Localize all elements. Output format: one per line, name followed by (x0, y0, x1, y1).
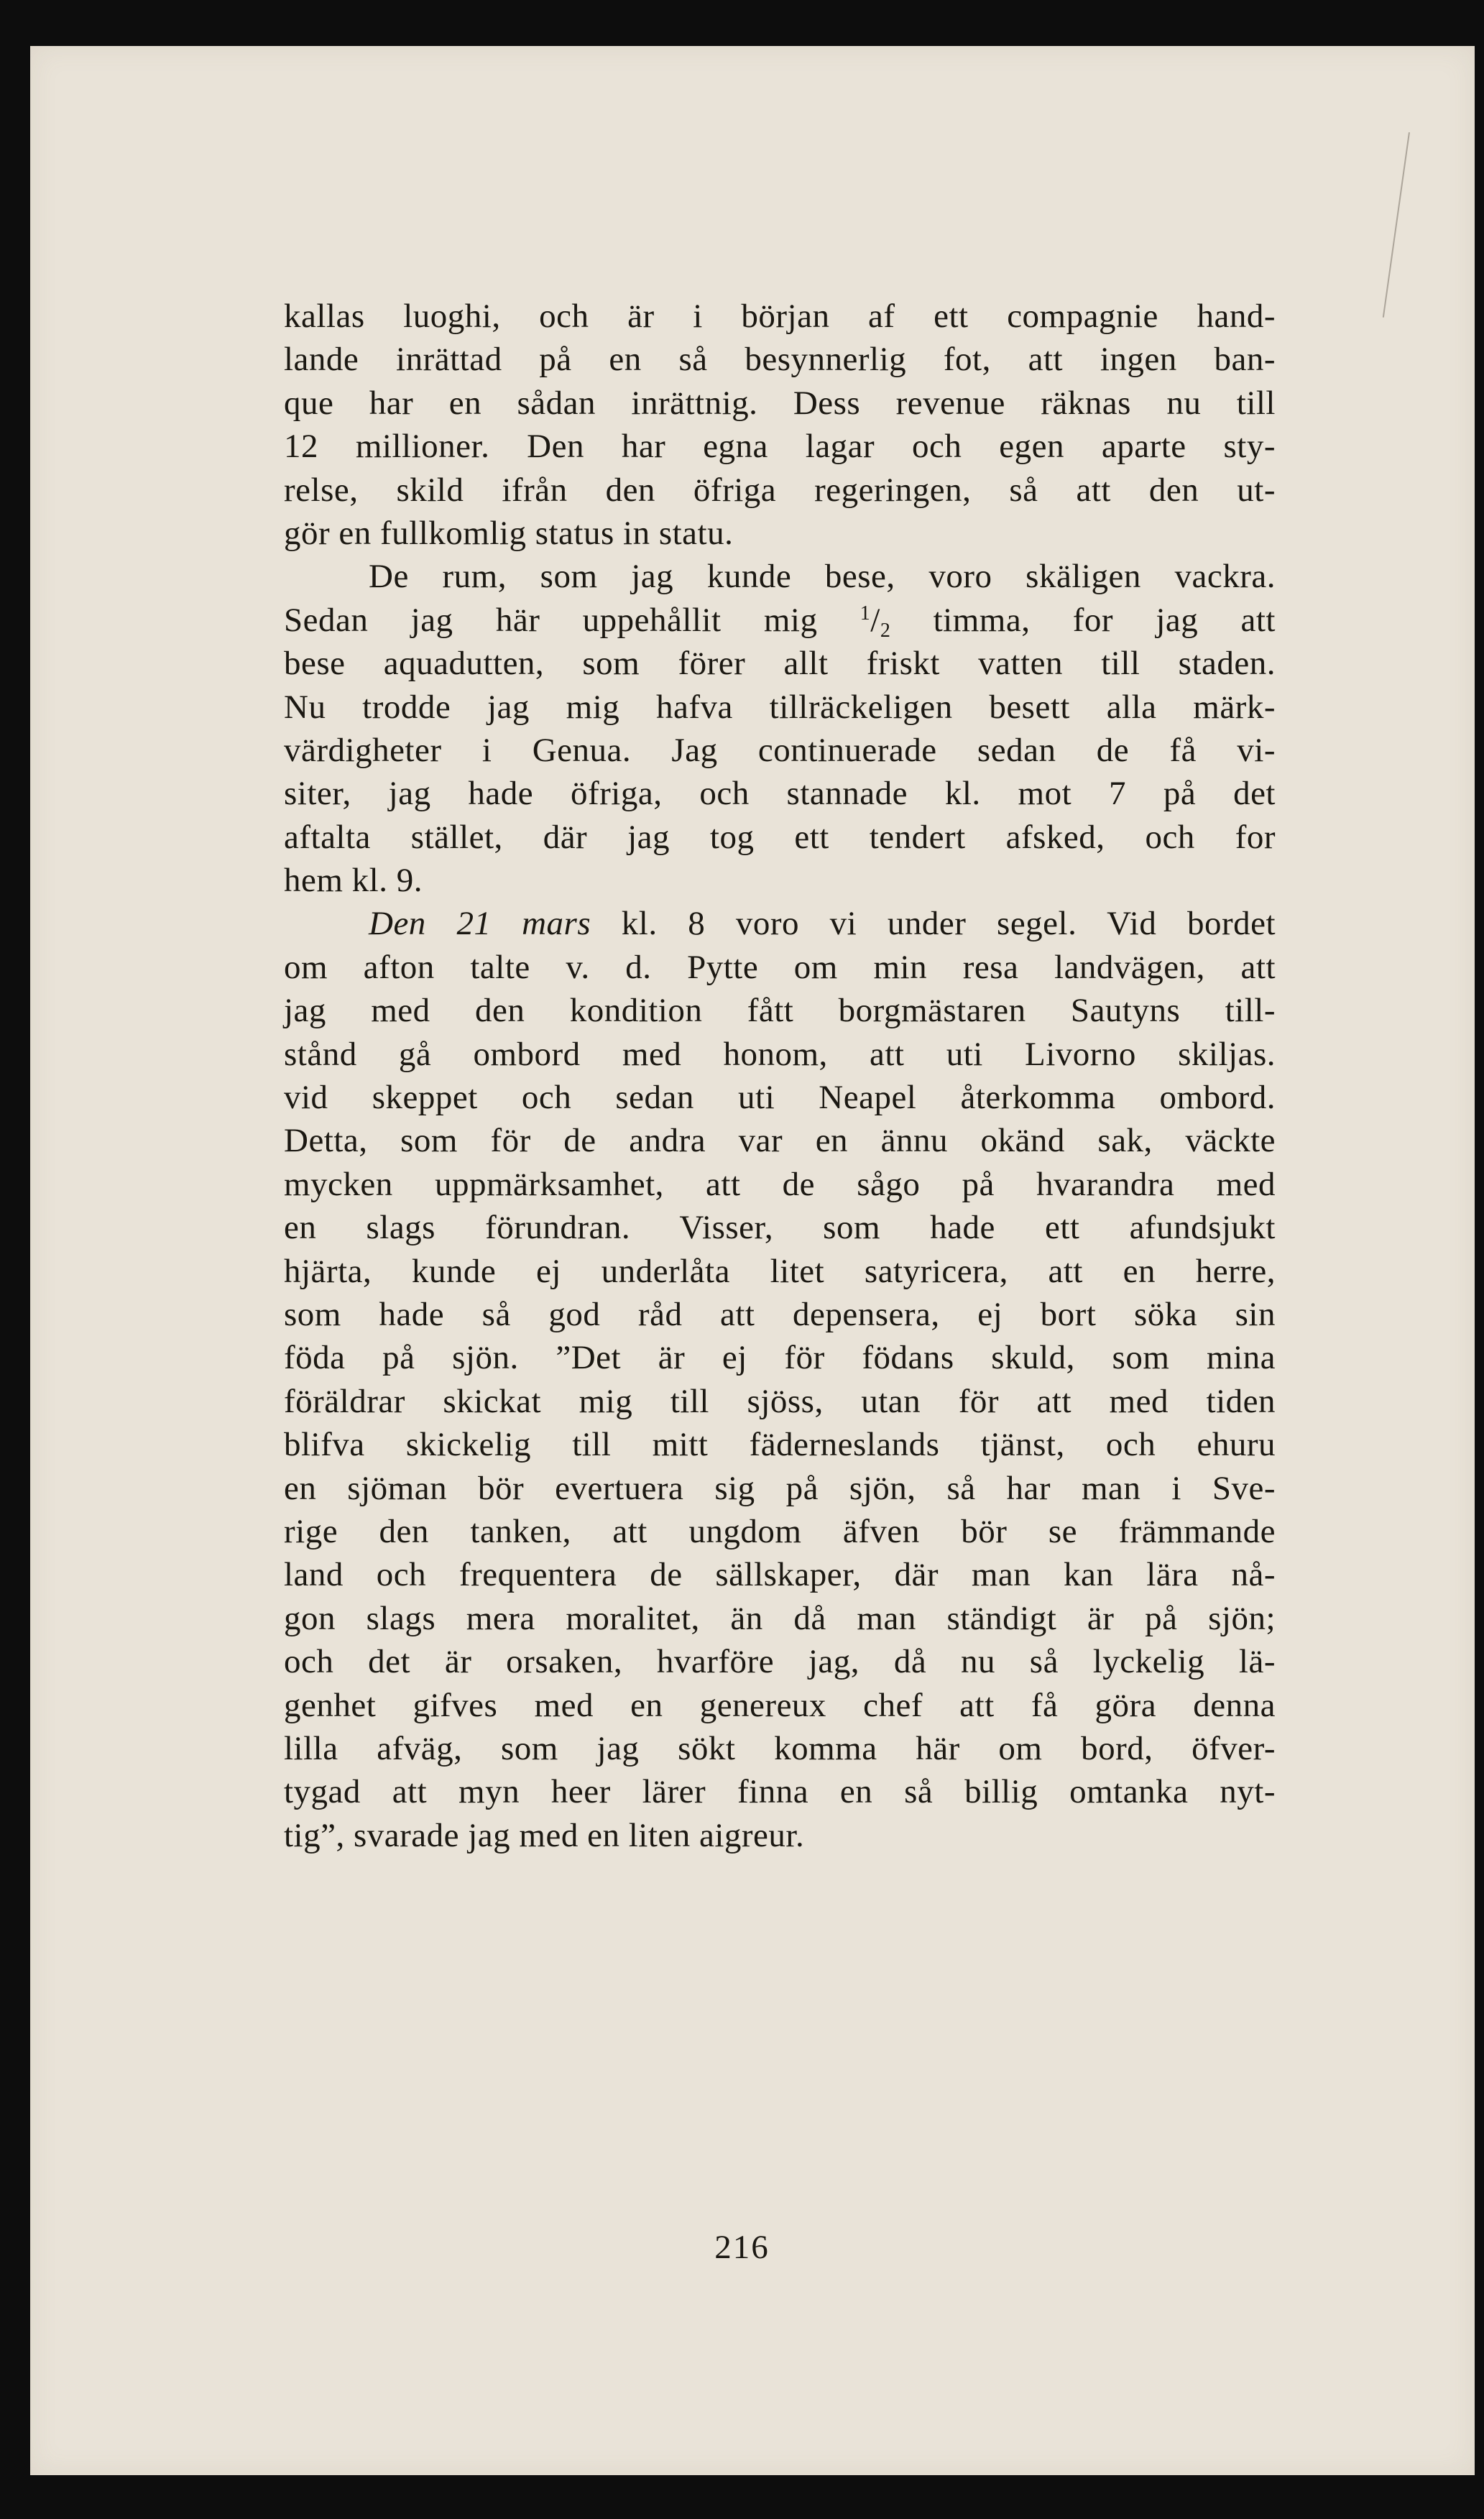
page-number: 216 (714, 2229, 770, 2266)
text-line: tygad att myn heer lärer finna en så billig omtanka nyt- (284, 1773, 1276, 1811)
text-line: föräldrar skickat mig till sjöss, utan för att med tiden (284, 1382, 1276, 1420)
text-line: siter, jag hade öfriga, och stannade kl. mot 7 på det (284, 775, 1276, 813)
page-crease (1383, 132, 1460, 324)
body-text (284, 295, 1276, 1857)
text-line: relse, skild ifrån den öfriga regeringen, så att den ut- (284, 471, 1276, 509)
fraction-slash: / (870, 601, 880, 639)
text-line: kallas luoghi, och är i början af ett compagnie hand- (284, 298, 1276, 335)
text-line: föda på sjön. ”Det är ej för födans skuld, som mina (284, 1339, 1276, 1377)
text-line: Nu trodde jag mig hafva tillräckeligen besett alla märk- (284, 688, 1276, 726)
text-line: vid skeppet och sedan uti Neapel återkomma ombord. (284, 1079, 1276, 1117)
date-heading: Den 21 mars (369, 905, 591, 943)
text-line: gon slags mera moralitet, än då man ständigt är på sjön; (284, 1599, 1276, 1637)
text-line: hem kl. 9. (284, 862, 423, 900)
text-line: och det är orsaken, hvarföre jag, då nu så lyckelig lä- (284, 1643, 1276, 1681)
paragraph-start-line (284, 902, 1276, 945)
text-line: rige den tanken, att ungdom äfven bör se främmande (284, 1512, 1276, 1550)
text-line: hjärta, kunde ej underlåta litet satyricera, att en herre, (284, 1252, 1276, 1290)
text-line: bese aquadutten, som förer allt friskt vatten till staden. (284, 645, 1276, 683)
text-line: Detta, som för de andra var en ännu okänd sak, väckte (284, 1122, 1276, 1160)
text-line: värdigheter i Genua. Jag continuerade sedan de få vi- (284, 731, 1276, 769)
fraction-denominator: 2 (880, 619, 891, 642)
text-line: en slags förundran. Visser, som hade ett afundsjukt (284, 1209, 1276, 1247)
text-line: blifva skickelig till mitt fäderneslands tjänst, och ehuru (284, 1426, 1276, 1464)
text-line: land och frequentera de sällskaper, där man kan lära nå- (284, 1556, 1276, 1594)
text-line: jag med den kondition fått borgmästaren Sautyns till- (284, 992, 1276, 1030)
text-line: tig”, svarade jag med en liten aigreur. (284, 1816, 805, 1854)
text-line: 12 millioner. Den har egna lagar och egen aparte sty- (284, 428, 1276, 466)
text-line: genhet gifves med en genereux chef att få göra denna (284, 1686, 1276, 1724)
text-line: som hade så god råd att depensera, ej bort söka sin (284, 1295, 1276, 1333)
text-line: en sjöman bör evertuera sig på sjön, så har man i Sve- (284, 1469, 1276, 1507)
text-line: lande inrättad på en så besynnerlig fot, att ingen ban- (284, 341, 1276, 379)
line-segment: Sedan jag här uppehållit mig (284, 601, 818, 639)
text-line: gör en fullkomlig status in statu. (284, 514, 734, 552)
text-line: om afton talte v. d. Pytte om min resa landvägen, att (284, 948, 1276, 986)
text-line: lilla afväg, som jag sökt komma här om bord, öfver- (284, 1729, 1276, 1767)
text-line: stånd gå ombord med honom, att uti Livorno skiljas. (284, 1035, 1276, 1073)
text-line-with-fraction (284, 599, 1276, 642)
fraction (859, 601, 891, 642)
fraction-numerator: 1 (859, 602, 871, 625)
paragraph-start-line: De rum, som jag kunde bese, voro skäligen vackra. (369, 558, 1276, 596)
text-line: mycken uppmärksamhet, att de sågo på hvarandra med (284, 1165, 1276, 1203)
line-segment: kl. 8 voro vi under segel. Vid bordet (621, 905, 1276, 943)
text-line: aftalta stället, där jag tog ett tendert afsked, och for (284, 818, 1276, 856)
line-segment: timma, for jag att (933, 601, 1276, 639)
text-line: que har en sådan inrättnig. Dess revenue räknas nu till (284, 384, 1276, 422)
